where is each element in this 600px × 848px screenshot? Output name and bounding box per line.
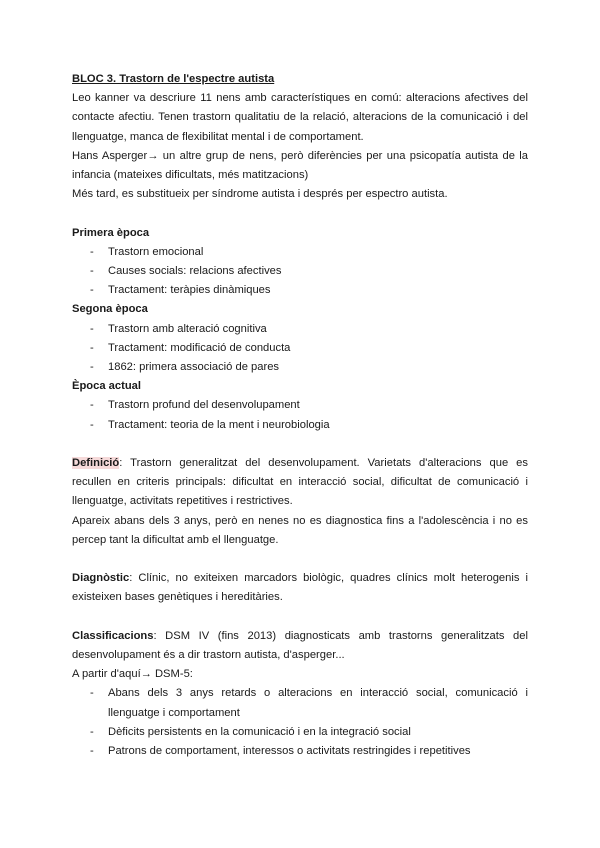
diagnostic-paragraph	[72, 569, 528, 607]
list-item: - Tractament: teoria de la ment i neurobiologia	[72, 416, 528, 435]
epoch-list-3	[72, 396, 528, 434]
definition-text: : Trastorn generalitzat del desenvolupament. Varietats d'alteracions que es recullen en criteris principals: dificultat en interacció social, dificultat de comunicació i llenguatge, activitats repetitives i restrictives.	[72, 457, 528, 508]
dash-bullet: -	[90, 322, 94, 335]
dash-bullet: -	[90, 745, 94, 758]
dsm5-list	[72, 684, 528, 761]
dash-bullet: -	[90, 399, 94, 412]
list-item: - Dèficits persistents en la comunicació i en la integració social	[72, 723, 528, 742]
definition-paragraph	[72, 454, 528, 512]
dash-bullet: -	[90, 418, 94, 431]
spacer	[72, 550, 528, 569]
document-page	[72, 70, 528, 761]
intro-later: Més tard, es substitueix per síndrome autista i després per espectro autista.	[72, 188, 448, 201]
definition-extra: Apareix abans dels 3 anys, però en nenes no es diagnostica fins a l'adolescència i no es percep tant la dificultat amb el llenguatge.	[72, 514, 528, 546]
list-item: - Patrons de comportament, interessos o activitats restringides i repetitives	[72, 742, 528, 761]
intro-kanner: Leo kanner va descriure 11 nens amb característiques en comú: alteracions afectives del contacte afectiu. Tenen trastorn qualitatiu de la relació, alteracions de la comunicació i del llenguatge, manca de flexibilitat mental i de comportament.	[72, 92, 528, 143]
list-item: - Tractament: teràpies dinàmiques	[72, 281, 528, 300]
classifications-term: Classificacions	[72, 629, 154, 642]
list-item: - Trastorn profund del desenvolupament	[72, 396, 528, 415]
spacer	[72, 608, 528, 627]
epoch-list-1	[72, 243, 528, 301]
epoch-list-2	[72, 320, 528, 378]
intro-asperger: Hans Asperger→ un altre grup de nens, però diferències per una psicopatía autista de la infancia (mateixes dificultats, més matitzacions)	[72, 149, 528, 182]
dash-bullet: -	[90, 284, 94, 297]
section-title: BLOC 3. Trastorn de l'espectre autista	[72, 73, 275, 85]
diagnostic-term: Diagnòstic	[72, 572, 130, 585]
list-item: - Causes socials: relacions afectives	[72, 262, 528, 281]
list-item: - 1862: primera associació de pares	[72, 358, 528, 377]
dash-bullet: -	[90, 361, 94, 374]
dash-bullet: -	[90, 687, 94, 700]
spacer	[72, 435, 528, 454]
epoch-heading-3: Època actual	[72, 380, 142, 393]
classifications-text: : DSM IV (fins 2013) diagnosticats amb trastorns generalitzats del desenvolupament és a dir trastorn autista, d'asperger...	[72, 629, 528, 662]
dash-bullet: -	[90, 725, 94, 738]
list-item: - Tractament: modificació de conducta	[72, 339, 528, 358]
classifications-paragraph	[72, 627, 528, 665]
diagnostic-text: : Clínic, no exiteixen marcadors biològic, quadres clínics molt heterogenis i existeixen bases genètiques i hereditàries.	[72, 572, 528, 604]
definition-term: Definició	[72, 457, 120, 470]
dash-bullet: -	[90, 245, 94, 258]
epoch-heading-1: Primera època	[72, 226, 150, 239]
list-item: - Trastorn amb alteració cognitiva	[72, 320, 528, 339]
classifications-lead: A partir d'aquí→ DSM-5:	[72, 668, 193, 681]
epoch-heading-2: Segona època	[72, 303, 148, 316]
dash-bullet: -	[90, 265, 94, 278]
spacer	[72, 204, 528, 223]
dash-bullet: -	[90, 341, 94, 354]
list-item: - Trastorn emocional	[72, 243, 528, 262]
list-item: - Abans dels 3 anys retards o alteracions en interacció social, comunicació i llenguatge i comportament	[72, 684, 528, 722]
